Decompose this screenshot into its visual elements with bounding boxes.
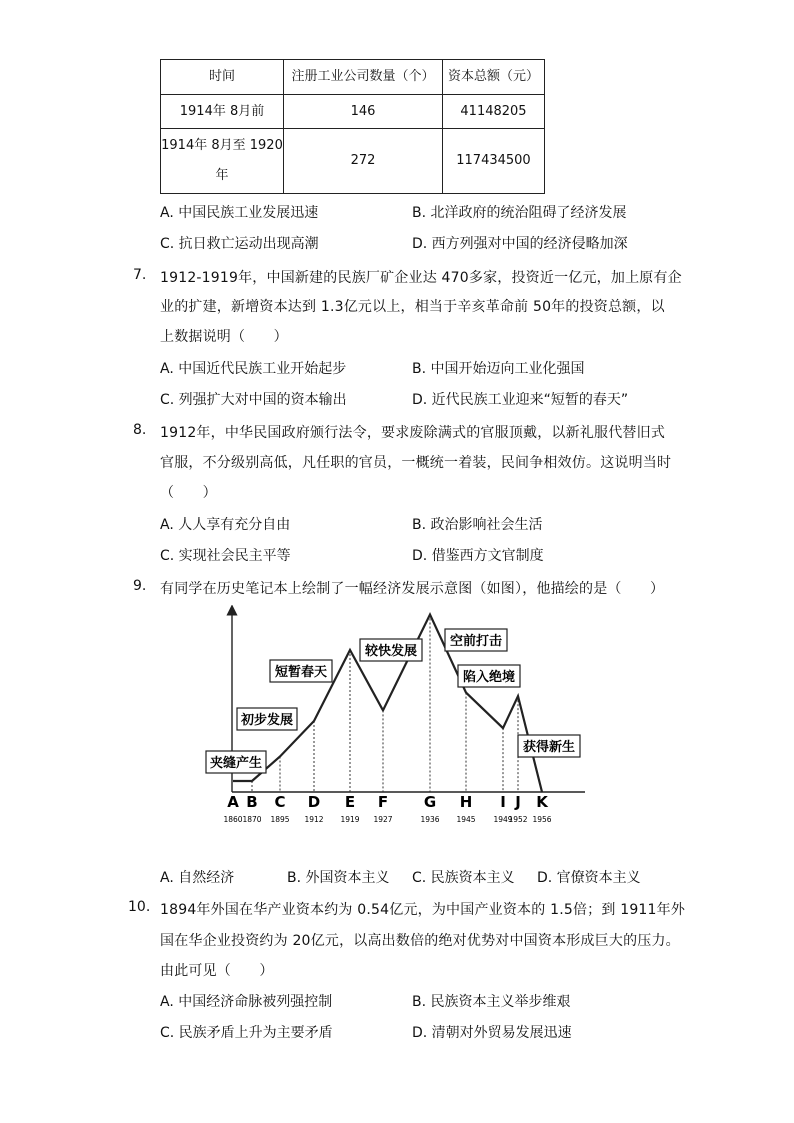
year-label: 1952 — [508, 815, 528, 824]
year-label: 1919 — [340, 815, 360, 824]
q10-stem-line: 国在华企业投资约为 20亿元，以高出数倍的绝对优势对中国资本形成巨大的压力。 — [160, 933, 680, 949]
cell-time-line2: 年 — [215, 168, 229, 183]
point-label: A — [227, 793, 239, 811]
q10-option-b[interactable]: B. 民族资本主义举步维艰 — [412, 994, 571, 1010]
q10-number: 10. — [128, 899, 151, 915]
q8-option-d[interactable]: D. 借鉴西方文官制度 — [412, 548, 544, 564]
q7-stem-line: 1912-1919年，中国新建的民族厂矿企业达 470多家，投资近一亿元，加上原有企 — [160, 270, 682, 286]
q8-number: 8. — [133, 422, 147, 438]
cell-time — [161, 129, 284, 194]
q7-option-a[interactable]: A. 中国近代民族工业开始起步 — [160, 361, 347, 377]
q7-stem-line: 业的扩建，新增资本达到 1.3亿元以上，相当于辛亥革命前 50年的投资总额，以 — [160, 299, 665, 315]
stage-label: 初步发展 — [240, 713, 294, 728]
header-count: 注册工业公司数量（个） — [284, 60, 443, 95]
cell-capital: 117434500 — [443, 129, 545, 194]
stage-label: 夹缝产生 — [209, 756, 263, 771]
header-time: 时间 — [161, 60, 284, 95]
q9-option-b[interactable]: B. 外国资本主义 — [287, 870, 390, 886]
q10-option-a[interactable]: A. 中国经济命脉被列强控制 — [160, 994, 333, 1010]
year-label: 1956 — [532, 815, 552, 824]
q9-option-c[interactable]: C. 民族资本主义 — [412, 870, 515, 886]
q7-stem-line: 上数据说明（ ） — [160, 329, 288, 345]
stage-label: 空前打击 — [449, 634, 503, 649]
cell-time: 1914年 8月前 — [161, 95, 284, 129]
cell-capital: 41148205 — [443, 95, 545, 129]
q9-option-a[interactable]: A. 自然经济 — [160, 870, 235, 886]
cell-count: 146 — [284, 95, 443, 129]
stage-label: 陷入绝境 — [462, 670, 516, 685]
point-label: E — [344, 793, 356, 811]
header-capital: 资本总额（元） — [443, 60, 545, 95]
year-label: 1870 — [242, 815, 262, 824]
q8-stem-line: 1912年，中华民国政府颁行法令，要求废除满式的官服顶戴，以新礼服代替旧式 — [160, 425, 666, 441]
year-label: 1949 — [493, 815, 513, 824]
q10-option-d[interactable]: D. 清朝对外贸易发展迅速 — [412, 1025, 572, 1041]
q10-option-c[interactable]: C. 民族矛盾上升为主要矛盾 — [160, 1025, 333, 1041]
year-label: 1860 — [223, 815, 243, 824]
q9-option-d[interactable]: D. 官僚资本主义 — [537, 870, 641, 886]
q10-stem-line: 由此可见（ ） — [160, 963, 274, 979]
q6-option-a[interactable]: A. 中国民族工业发展迅速 — [160, 205, 319, 221]
stage-label: 较快发展 — [364, 644, 418, 659]
point-label: K — [536, 793, 548, 811]
q6-option-c[interactable]: C. 抗日救亡运动出现高潮 — [160, 236, 319, 252]
point-label: F — [377, 793, 389, 811]
year-label: 1945 — [456, 815, 476, 824]
q7-option-b[interactable]: B. 中国开始迈向工业化强国 — [412, 361, 585, 377]
q6-option-d[interactable]: D. 西方列强对中国的经济侵略加深 — [412, 236, 628, 252]
q8-option-c[interactable]: C. 实现社会民主平等 — [160, 548, 291, 564]
q7-option-d[interactable]: D. 近代民族工业迎来“短暂的春天” — [412, 392, 629, 408]
economic-development-chart — [190, 605, 590, 830]
q8-option-a[interactable]: A. 人人享有充分自由 — [160, 517, 291, 533]
point-label: B — [246, 793, 258, 811]
point-label: C — [274, 793, 286, 811]
q8-stem-line: 官服，不分级别高低，凡任职的官员，一概统一着装，民间争相效仿。这说明当时 — [160, 455, 672, 471]
point-label: D — [307, 793, 321, 811]
q9-stem-line: 有同学在历史笔记本上绘制了一幅经济发展示意图（如图），他描绘的是（ ） — [160, 581, 665, 597]
q8-stem-line: （ ） — [160, 485, 217, 501]
year-label: 1895 — [270, 815, 290, 824]
year-label: 1912 — [304, 815, 324, 824]
q10-stem-line: 1894年外国在华产业资本约为 0.54亿元，为中国产业资本的 1.5倍；到 1911年外 — [160, 902, 686, 918]
q9-number: 9. — [133, 578, 147, 594]
q8-option-b[interactable]: B. 政治影响社会生活 — [412, 517, 543, 533]
stage-label: 短暂春天 — [274, 665, 328, 680]
q7-number: 7. — [133, 267, 147, 283]
point-label: I — [500, 793, 506, 811]
table-header-row — [161, 60, 545, 95]
year-label: 1927 — [373, 815, 393, 824]
point-label: G — [423, 793, 437, 811]
cell-count: 272 — [284, 129, 443, 194]
table-row — [161, 129, 545, 194]
stage-label: 获得新生 — [522, 740, 576, 755]
table-row — [161, 95, 545, 129]
q7-option-c[interactable]: C. 列强扩大对中国的资本输出 — [160, 392, 347, 408]
point-label: J — [515, 793, 521, 811]
cell-time-line1: 1914年 8月至 1920 — [161, 138, 283, 153]
q6-option-b[interactable]: B. 北洋政府的统治阻碍了经济发展 — [412, 205, 627, 221]
capital-table — [160, 59, 545, 194]
year-label: 1936 — [420, 815, 440, 824]
point-label: H — [459, 793, 473, 811]
